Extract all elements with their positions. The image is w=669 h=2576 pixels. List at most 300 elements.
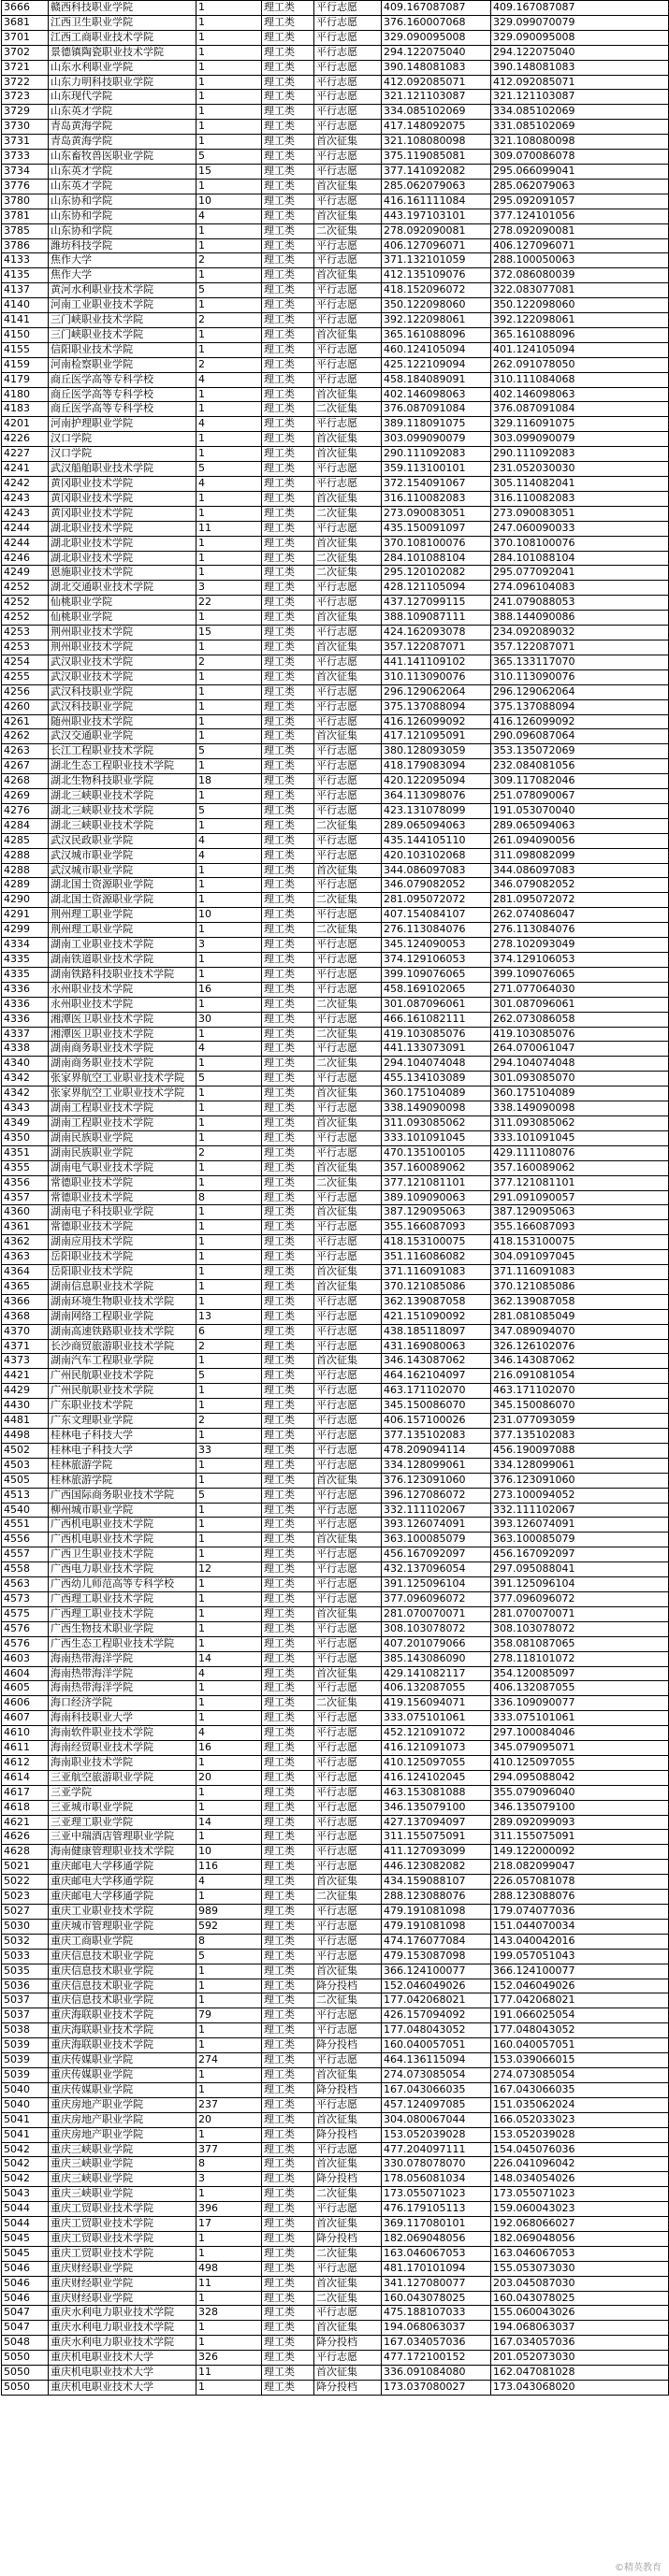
school-code-cell: 5044 [2, 2217, 49, 2232]
batch-cell: 平行志愿 [314, 2261, 382, 2276]
plan-count-cell: 1 [196, 2067, 262, 2082]
table-row [2, 626, 669, 640]
batch-cell: 平行志愿 [314, 1755, 382, 1770]
school-code-cell: 4227 [2, 447, 49, 462]
min-score-cell: 346.079082052 [491, 878, 669, 893]
school-code-cell: 4360 [2, 1205, 49, 1220]
subject-type-cell: 理工类 [262, 150, 314, 165]
batch-cell: 平行志愿 [314, 1636, 382, 1651]
batch-cell: 首次征集 [314, 268, 382, 283]
subject-type-cell: 理工类 [262, 1130, 314, 1145]
batch-cell: 平行志愿 [314, 75, 382, 90]
plan-count-cell: 1 [196, 60, 262, 75]
batch-cell: 平行志愿 [314, 714, 382, 729]
subject-type-cell: 理工类 [262, 1399, 314, 1414]
school-code-cell: 4253 [2, 626, 49, 640]
plan-count-cell: 1 [196, 105, 262, 120]
min-score-cell: 290.111092083 [491, 447, 669, 462]
subject-type-cell: 理工类 [262, 1265, 314, 1280]
subject-type-cell: 理工类 [262, 1621, 314, 1636]
batch-cell: 平行志愿 [314, 15, 382, 30]
max-score-cell: 334.085102069 [382, 105, 491, 120]
min-score-cell: 160.043078025 [491, 2291, 669, 2306]
plan-count-cell: 1 [196, 1473, 262, 1488]
school-code-cell: 4351 [2, 1145, 49, 1160]
plan-count-cell: 1 [196, 1636, 262, 1651]
school-name-cell: 三门峡职业技术学院 [49, 327, 196, 342]
school-name-cell: 重庆信息技术职业学院 [49, 1993, 196, 2008]
batch-cell: 平行志愿 [314, 313, 382, 328]
table-row [2, 2231, 669, 2246]
max-score-cell: 365.161088096 [382, 327, 491, 342]
min-score-cell: 304.091097045 [491, 1250, 669, 1265]
school-code-cell: 5042 [2, 2172, 49, 2187]
table-row [2, 2381, 669, 2396]
max-score-cell: 479.191081098 [382, 1919, 491, 1934]
batch-cell: 平行志愿 [314, 759, 382, 774]
max-score-cell: 311.093085062 [382, 1115, 491, 1130]
plan-count-cell: 274 [196, 2053, 262, 2068]
subject-type-cell: 理工类 [262, 342, 314, 357]
plan-count-cell: 1 [196, 1458, 262, 1473]
batch-cell: 平行志愿 [314, 1815, 382, 1830]
table-row [2, 1339, 669, 1354]
subject-type-cell: 理工类 [262, 447, 314, 462]
max-score-cell: 380.128093059 [382, 744, 491, 759]
school-name-cell: 山东英才学院 [49, 105, 196, 120]
batch-cell: 平行志愿 [314, 982, 382, 997]
subject-type-cell: 理工类 [262, 1696, 314, 1711]
max-score-cell: 152.046049026 [382, 1979, 491, 1993]
subject-type-cell: 理工类 [262, 2023, 314, 2038]
subject-type-cell: 理工类 [262, 521, 314, 536]
min-score-cell: 288.100050063 [491, 253, 669, 268]
plan-count-cell: 15 [196, 626, 262, 640]
min-score-cell: 226.041096042 [491, 2157, 669, 2172]
max-score-cell: 377.141092082 [382, 164, 491, 179]
school-name-cell: 重庆机电职业技术大学 [49, 2366, 196, 2381]
subject-type-cell: 理工类 [262, 714, 314, 729]
subject-type-cell: 理工类 [262, 967, 314, 982]
school-name-cell: 重庆邮电大学移通学院 [49, 1875, 196, 1890]
school-code-cell: 4268 [2, 774, 49, 789]
max-score-cell: 388.109087111 [382, 611, 491, 626]
max-score-cell: 173.037080027 [382, 2381, 491, 2396]
school-name-cell: 张家界航空工业职业技术学院 [49, 1072, 196, 1087]
batch-cell: 二次征集 [314, 2291, 382, 2306]
subject-type-cell: 理工类 [262, 1190, 314, 1205]
plan-count-cell: 1 [196, 1130, 262, 1145]
plan-count-cell: 4 [196, 1042, 262, 1057]
table-row [2, 938, 669, 953]
min-score-cell: 329.116091075 [491, 417, 669, 432]
plan-count-cell: 1 [196, 1993, 262, 2008]
max-score-cell: 393.126074091 [382, 1518, 491, 1533]
table-row [2, 2008, 669, 2023]
max-score-cell: 276.113084076 [382, 923, 491, 938]
table-row [2, 1993, 669, 2008]
min-score-cell: 354.120085097 [491, 1666, 669, 1681]
max-score-cell: 463.153081088 [382, 1785, 491, 1800]
table-row [2, 2097, 669, 2112]
school-name-cell: 永州职业技术学院 [49, 982, 196, 997]
batch-cell: 首次征集 [314, 1279, 382, 1294]
school-code-cell: 3722 [2, 75, 49, 90]
school-code-cell: 4137 [2, 283, 49, 298]
table-row [2, 1130, 669, 1145]
table-row [2, 1160, 669, 1175]
subject-type-cell: 理工类 [262, 387, 314, 402]
batch-cell: 平行志愿 [314, 1339, 382, 1354]
batch-cell: 平行志愿 [314, 1488, 382, 1503]
school-name-cell: 重庆工贸职业技术学院 [49, 2246, 196, 2261]
min-score-cell: 295.077092041 [491, 566, 669, 581]
min-score-cell: 218.082099047 [491, 1860, 669, 1875]
max-score-cell: 389.109090063 [382, 1190, 491, 1205]
school-code-cell: 5039 [2, 2067, 49, 2082]
min-score-cell: 392.122098061 [491, 313, 669, 328]
table-row [2, 1369, 669, 1384]
school-code-cell: 4241 [2, 462, 49, 477]
subject-type-cell: 理工类 [262, 1681, 314, 1696]
batch-cell: 平行志愿 [314, 938, 382, 953]
school-name-cell: 山东英才学院 [49, 179, 196, 194]
plan-count-cell: 237 [196, 2097, 262, 2112]
table-row [2, 372, 669, 387]
school-code-cell: 4626 [2, 1830, 49, 1845]
table-row [2, 1, 669, 16]
min-score-cell: 366.124100077 [491, 1964, 669, 1979]
table-row [2, 863, 669, 878]
school-name-cell: 黄冈职业技术学院 [49, 477, 196, 492]
subject-type-cell: 理工类 [262, 2246, 314, 2261]
table-row [2, 2351, 669, 2366]
max-score-cell: 377.135102083 [382, 1429, 491, 1444]
min-score-cell: 278.092090081 [491, 223, 669, 238]
max-score-cell: 310.113090076 [382, 669, 491, 684]
table-row [2, 1072, 669, 1087]
subject-type-cell: 理工类 [262, 1964, 314, 1979]
plan-count-cell: 1 [196, 402, 262, 417]
table-row [2, 2142, 669, 2157]
subject-type-cell: 理工类 [262, 1979, 314, 1993]
school-name-cell: 河南护理职业学院 [49, 417, 196, 432]
subject-type-cell: 理工类 [262, 818, 314, 833]
school-code-cell: 4540 [2, 1503, 49, 1518]
min-score-cell: 347.089094070 [491, 1324, 669, 1339]
min-score-cell: 262.091078050 [491, 357, 669, 372]
min-score-cell: 241.079088053 [491, 596, 669, 611]
subject-type-cell: 理工类 [262, 729, 314, 744]
min-score-cell: 331.085102069 [491, 120, 669, 135]
max-score-cell: 464.136115094 [382, 2053, 491, 2068]
plan-count-cell: 1 [196, 447, 262, 462]
batch-cell: 首次征集 [314, 2276, 382, 2291]
school-code-cell: 3734 [2, 164, 49, 179]
plan-count-cell: 15 [196, 164, 262, 179]
batch-cell: 平行志愿 [314, 1235, 382, 1250]
school-code-cell: 4551 [2, 1518, 49, 1533]
table-row [2, 789, 669, 804]
school-name-cell: 荆州理工职业学院 [49, 923, 196, 938]
school-code-cell: 4252 [2, 611, 49, 626]
school-name-cell: 荆州职业技术学院 [49, 640, 196, 655]
school-code-cell: 4349 [2, 1115, 49, 1130]
max-score-cell: 406.127096071 [382, 238, 491, 253]
min-score-cell: 355.079096040 [491, 1785, 669, 1800]
plan-count-cell: 2 [196, 655, 262, 669]
subject-type-cell: 理工类 [262, 238, 314, 253]
plan-count-cell: 1 [196, 432, 262, 447]
school-name-cell: 广州民航职业技术学院 [49, 1384, 196, 1399]
table-row [2, 669, 669, 684]
batch-cell: 平行志愿 [314, 1934, 382, 1949]
subject-type-cell: 理工类 [262, 2306, 314, 2321]
plan-count-cell: 1 [196, 1220, 262, 1235]
subject-type-cell: 理工类 [262, 655, 314, 669]
subject-type-cell: 理工类 [262, 2053, 314, 2068]
subject-type-cell: 理工类 [262, 1949, 314, 1964]
max-score-cell: 419.103085076 [382, 1027, 491, 1042]
max-score-cell: 406.157100026 [382, 1414, 491, 1429]
plan-count-cell: 1 [196, 179, 262, 194]
subject-type-cell: 理工类 [262, 908, 314, 923]
school-name-cell: 青岛黄海学院 [49, 135, 196, 150]
table-row [2, 2038, 669, 2053]
plan-count-cell: 10 [196, 194, 262, 209]
school-code-cell: 4611 [2, 1741, 49, 1756]
max-score-cell: 362.139087058 [382, 1294, 491, 1309]
table-row [2, 2172, 669, 2187]
school-name-cell: 湖北交通职业技术学院 [49, 581, 196, 596]
batch-cell: 平行志愿 [314, 1384, 382, 1399]
school-code-cell: 5046 [2, 2276, 49, 2291]
plan-count-cell: 13 [196, 1309, 262, 1324]
school-code-cell: 4361 [2, 1220, 49, 1235]
batch-cell: 平行志愿 [314, 462, 382, 477]
school-code-cell: 3776 [2, 179, 49, 194]
school-code-cell: 4363 [2, 1250, 49, 1265]
school-name-cell: 海口经济学院 [49, 1696, 196, 1711]
max-score-cell: 345.124090053 [382, 938, 491, 953]
school-code-cell: 4242 [2, 477, 49, 492]
school-name-cell: 重庆邮电大学移通学院 [49, 1860, 196, 1875]
school-name-cell: 山东水利职业学院 [49, 60, 196, 75]
batch-cell: 首次征集 [314, 611, 382, 626]
table-row [2, 1503, 669, 1518]
min-score-cell: 311.155075091 [491, 1830, 669, 1845]
min-score-cell: 329.099070079 [491, 15, 669, 30]
school-name-cell: 重庆工贸职业技术学院 [49, 2231, 196, 2246]
max-score-cell: 429.141082117 [382, 1666, 491, 1681]
max-score-cell: 370.121085086 [382, 1279, 491, 1294]
plan-count-cell: 1 [196, 1711, 262, 1726]
subject-type-cell: 理工类 [262, 1488, 314, 1503]
table-row [2, 506, 669, 521]
table-row [2, 1488, 669, 1503]
max-score-cell: 477.204097111 [382, 2142, 491, 2157]
min-score-cell: 232.084081056 [491, 759, 669, 774]
school-name-cell: 湖南应用技术学院 [49, 1235, 196, 1250]
subject-type-cell: 理工类 [262, 253, 314, 268]
school-name-cell: 湖北三峡职业技术学院 [49, 803, 196, 818]
plan-count-cell: 1 [196, 1057, 262, 1072]
min-score-cell: 281.095072072 [491, 893, 669, 908]
school-name-cell: 山东协和学院 [49, 223, 196, 238]
plan-count-cell: 5 [196, 1488, 262, 1503]
batch-cell: 平行志愿 [314, 90, 382, 105]
subject-type-cell: 理工类 [262, 1414, 314, 1429]
school-name-cell: 荆州职业技术学院 [49, 626, 196, 640]
school-code-cell: 4365 [2, 1279, 49, 1294]
min-score-cell: 334.128099061 [491, 1458, 669, 1473]
school-code-cell: 4356 [2, 1175, 49, 1190]
school-code-cell: 3702 [2, 45, 49, 60]
max-score-cell: 474.176077084 [382, 1934, 491, 1949]
plan-count-cell: 1 [196, 2336, 262, 2351]
batch-cell: 平行志愿 [314, 521, 382, 536]
plan-count-cell: 1 [196, 1279, 262, 1294]
plan-count-cell: 1 [196, 1027, 262, 1042]
subject-type-cell: 理工类 [262, 2336, 314, 2351]
batch-cell: 平行志愿 [314, 372, 382, 387]
batch-cell: 平行志愿 [314, 283, 382, 298]
batch-cell: 首次征集 [314, 2067, 382, 2082]
subject-type-cell: 理工类 [262, 491, 314, 506]
min-score-cell: 308.103078072 [491, 1621, 669, 1636]
table-row [2, 596, 669, 611]
min-score-cell: 401.124105094 [491, 342, 669, 357]
max-score-cell: 369.117080101 [382, 2217, 491, 2232]
plan-count-cell: 328 [196, 2306, 262, 2321]
subject-type-cell: 理工类 [262, 1577, 314, 1592]
table-body [2, 1, 669, 2396]
min-score-cell: 289.065094063 [491, 818, 669, 833]
plan-count-cell: 8 [196, 1934, 262, 1949]
watermark: ©精英教育 [613, 2559, 663, 2573]
school-name-cell: 武汉交通职业学院 [49, 729, 196, 744]
school-code-cell: 4155 [2, 342, 49, 357]
subject-type-cell: 理工类 [262, 283, 314, 298]
min-score-cell: 311.093085062 [491, 1115, 669, 1130]
plan-count-cell: 1 [196, 90, 262, 105]
max-score-cell: 457.124097085 [382, 2097, 491, 2112]
min-score-cell: 289.092099093 [491, 1815, 669, 1830]
min-score-cell: 363.100085079 [491, 1533, 669, 1547]
subject-type-cell: 理工类 [262, 2276, 314, 2291]
plan-count-cell: 5 [196, 150, 262, 165]
min-score-cell: 390.148081083 [491, 60, 669, 75]
plan-count-cell: 1 [196, 566, 262, 581]
school-code-cell: 3721 [2, 60, 49, 75]
school-name-cell: 重庆财经职业学院 [49, 2291, 196, 2306]
max-score-cell: 432.137096054 [382, 1562, 491, 1577]
plan-count-cell: 1 [196, 268, 262, 283]
subject-type-cell: 理工类 [262, 1175, 314, 1190]
max-score-cell: 285.062079063 [382, 179, 491, 194]
max-score-cell: 476.179105113 [382, 2202, 491, 2217]
table-row [2, 1443, 669, 1458]
batch-cell: 二次征集 [314, 2187, 382, 2202]
min-score-cell: 311.098082099 [491, 848, 669, 863]
school-name-cell: 广西卫生职业技术学院 [49, 1547, 196, 1562]
table-row [2, 1905, 669, 1920]
max-score-cell: 477.172100152 [382, 2351, 491, 2366]
school-name-cell: 湖南工程职业技术学院 [49, 1101, 196, 1116]
min-score-cell: 365.133117070 [491, 655, 669, 669]
school-name-cell: 湖南民族职业学院 [49, 1145, 196, 1160]
table-row [2, 699, 669, 714]
min-score-cell: 377.121081101 [491, 1175, 669, 1190]
table-row [2, 2366, 669, 2381]
school-name-cell: 武汉职业技术学院 [49, 655, 196, 669]
school-code-cell: 5047 [2, 2321, 49, 2336]
min-score-cell: 153.039066015 [491, 2053, 669, 2068]
batch-cell: 首次征集 [314, 327, 382, 342]
min-score-cell: 406.127096071 [491, 238, 669, 253]
school-code-cell: 3701 [2, 30, 49, 45]
table-row [2, 967, 669, 982]
batch-cell: 首次征集 [314, 1533, 382, 1547]
max-score-cell: 458.184089091 [382, 372, 491, 387]
subject-type-cell: 理工类 [262, 1800, 314, 1815]
max-score-cell: 428.121105094 [382, 581, 491, 596]
plan-count-cell: 2 [196, 313, 262, 328]
plan-count-cell: 1 [196, 238, 262, 253]
school-name-cell: 三亚中瑞酒店管理职业学院 [49, 1830, 196, 1845]
batch-cell: 平行志愿 [314, 1250, 382, 1265]
batch-cell: 平行志愿 [314, 2023, 382, 2038]
max-score-cell: 417.121095091 [382, 729, 491, 744]
subject-type-cell: 理工类 [262, 1309, 314, 1324]
max-score-cell: 376.123091060 [382, 1473, 491, 1488]
school-code-cell: 4430 [2, 1399, 49, 1414]
min-score-cell: 273.100094052 [491, 1488, 669, 1503]
min-score-cell: 418.153100075 [491, 1235, 669, 1250]
subject-type-cell: 理工类 [262, 684, 314, 699]
min-score-cell: 326.126102076 [491, 1339, 669, 1354]
min-score-cell: 155.060043026 [491, 2306, 669, 2321]
max-score-cell: 346.135079100 [382, 1800, 491, 1815]
plan-count-cell: 2 [196, 1414, 262, 1429]
plan-count-cell: 1 [196, 1800, 262, 1815]
min-score-cell: 309.070086078 [491, 150, 669, 165]
max-score-cell: 479.191081098 [382, 1905, 491, 1920]
school-name-cell: 岳阳职业技术学院 [49, 1250, 196, 1265]
batch-cell: 平行志愿 [314, 357, 382, 372]
school-name-cell: 重庆水利电力职业技术学院 [49, 2306, 196, 2321]
subject-type-cell: 理工类 [262, 105, 314, 120]
table-row [2, 923, 669, 938]
school-code-cell: 4498 [2, 1429, 49, 1444]
table-row [2, 1681, 669, 1696]
school-code-cell: 5050 [2, 2366, 49, 2381]
school-name-cell: 桂林电子科技大学 [49, 1443, 196, 1458]
table-row [2, 878, 669, 893]
subject-type-cell: 理工类 [262, 626, 314, 640]
subject-type-cell: 理工类 [262, 833, 314, 848]
school-name-cell: 常德职业技术学院 [49, 1190, 196, 1205]
subject-type-cell: 理工类 [262, 2291, 314, 2306]
batch-cell: 平行志愿 [314, 2142, 382, 2157]
max-score-cell: 441.133073091 [382, 1042, 491, 1057]
max-score-cell: 290.111092083 [382, 447, 491, 462]
school-name-cell: 山东畜牧兽医职业学院 [49, 150, 196, 165]
min-score-cell: 191.066025054 [491, 2008, 669, 2023]
school-code-cell: 4289 [2, 878, 49, 893]
max-score-cell: 412.135109076 [382, 268, 491, 283]
batch-cell: 首次征集 [314, 179, 382, 194]
